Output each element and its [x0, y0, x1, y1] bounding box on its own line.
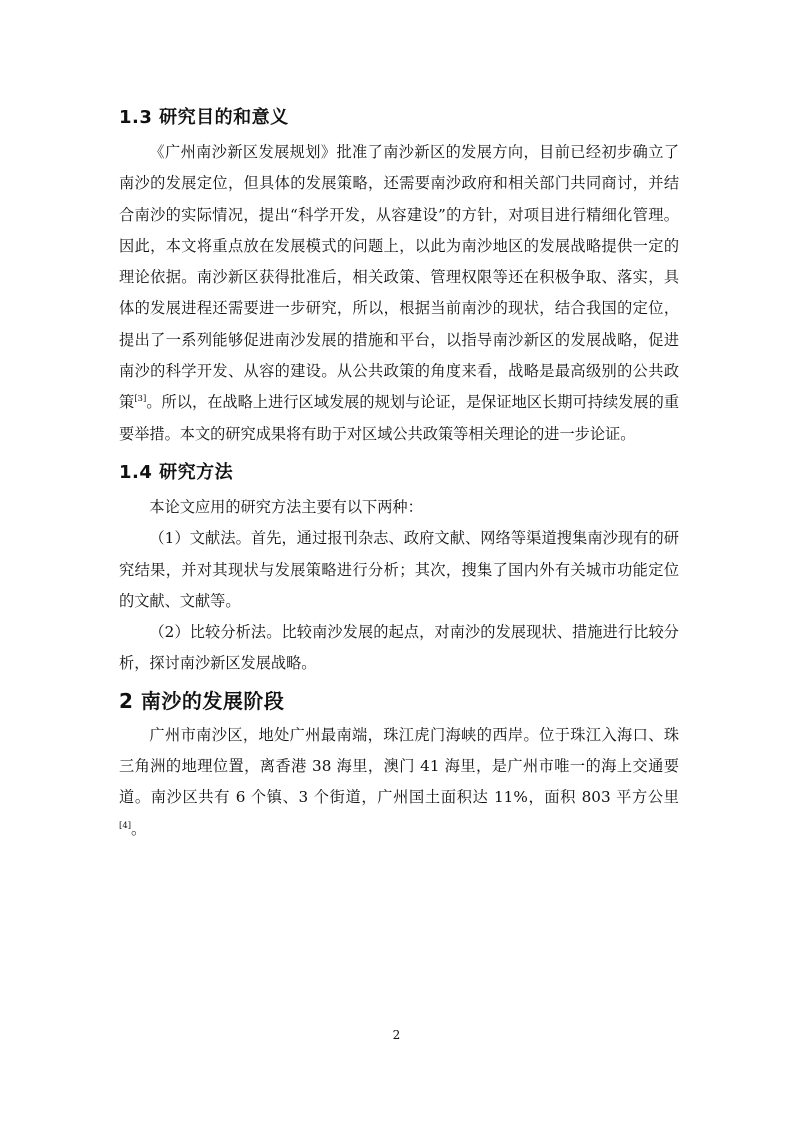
chapter-heading-2: 2 南沙的发展阶段 — [119, 688, 285, 713]
citation-4: [4] — [119, 820, 132, 831]
paragraph-comparative-method: （2）比较分析法。比较南沙发展的起点，对南沙的发展现状、措施进行比较分析，探讨南沙新区发展战略。 — [119, 623, 679, 673]
paragraph-nansha-overview — [119, 720, 679, 845]
paragraph-methods-intro: 本论文应用的研究方法主要有以下两种： — [149, 497, 423, 516]
paragraph-text: 《广州南沙新区发展规划》批准了南沙新区的发展方向，目前已经初步确立了南沙的发展定位，但具体的发展策略，还需要南沙政府和相关部门共同商讨，并结合南沙的实际情况，提出“科学开发，从容建设”的方针，对项目进行精细化管理。因此，本文将重点放在发展模式的问题上，以此为南沙地区的发展战略提供一定的理论依据。南沙新区获得批准后，相关政策、管理权限等还在积极争取、落实，具体的发展进程还需要进一步研究，所以，根据当前南沙的现状，结合我国的定位，提出了一系列能够促进南沙发展的措施和平台，以指导南沙新区的发展战略，促进南沙的科学开发、从容的建设。从公共政策的角度来看，战略是最高级别的公共政策 — [119, 143, 679, 412]
section-heading-1-3: 1.3 研究目的和意义 — [119, 107, 289, 128]
paragraph-text: 。 — [131, 819, 147, 838]
paragraph-text: 广州市南沙区，地处广州最南端，珠江虎门海峡的西岸。位于珠江入海口、珠三角洲的地理位置，离香港 38 海里，澳门 41 海里，是广州市唯一的海上交通要道。南沙区共有 6 个镇、3 个街道，广州国土面积达 11%，面积 803 平方公里 — [119, 725, 679, 807]
citation-3: [3] — [134, 394, 147, 405]
paragraph-text: 。所以，在战略上进行区域发展的规划与论证，是保证地区长期可持续发展的重要举措。本文的研究成果将有助于对区域公共政策等相关理论的进一步论证。 — [119, 393, 680, 443]
paragraph-literature-method: （1）文献法。首先，通过报刊杂志、政府文献、网络等渠道搜集南沙现有的研究结果，并对其现状与发展策略进行分析；其次，搜集了国内外有关城市功能定位的文献、文献等。 — [119, 529, 679, 610]
section-heading-1-4: 1.4 研究方法 — [119, 461, 234, 483]
page-body — [119, 105, 679, 845]
paragraph-research-purpose — [119, 137, 679, 450]
page-number: 2 — [392, 1028, 401, 1042]
